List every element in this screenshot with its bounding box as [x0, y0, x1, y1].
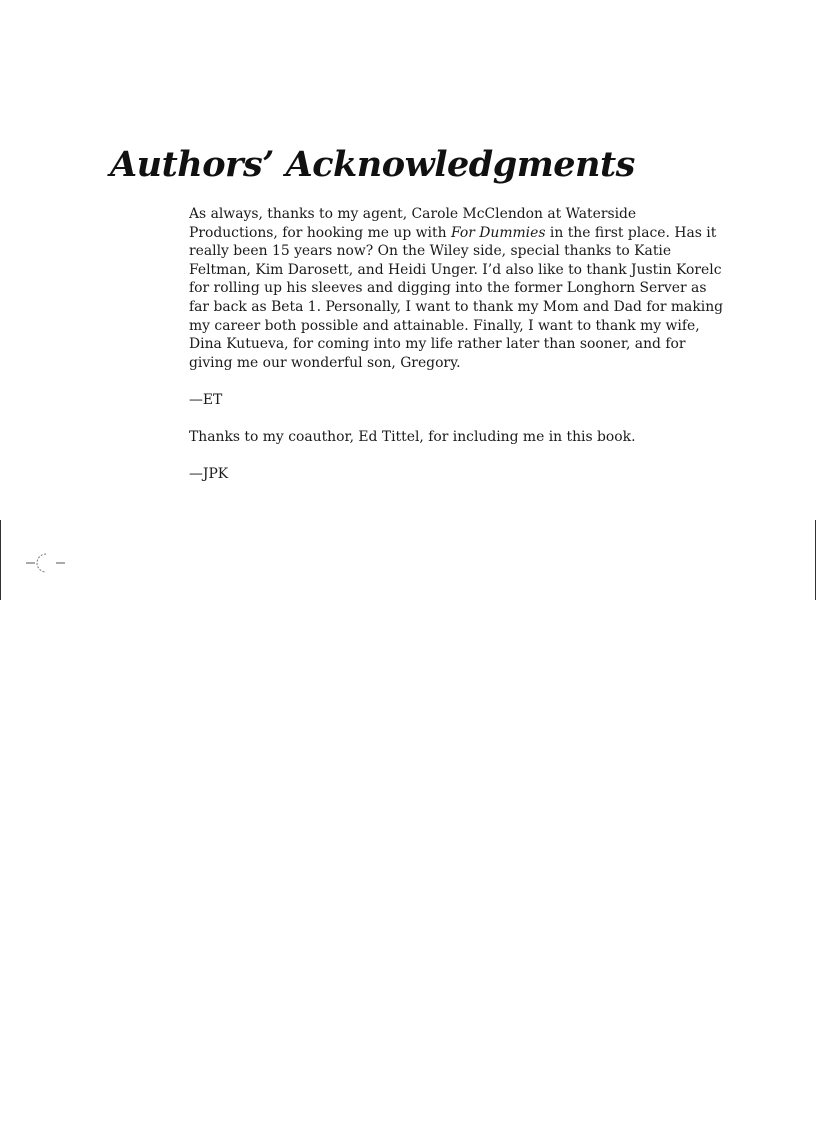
crop-mark-left — [0, 520, 1, 600]
registration-mark-icon — [26, 551, 66, 575]
acknowledgments-body — [189, 205, 729, 503]
book-series-title: For Dummies — [450, 224, 546, 241]
page-title: Authors’ Acknowledgments — [110, 144, 635, 185]
paragraph-text-start: As always, thanks to my agent, Carole McClendon at Waterside Productions, for hooking me up with — [189, 206, 637, 241]
signature-jpk: —JPK — [189, 466, 229, 483]
signature-et: —ET — [189, 391, 223, 408]
paragraph-text-end: in the first place. Has it really been 15 years now? On the Wiley side, special thanks to Katie Feltman, Kim Darosett, and Heidi Unger. I’d also like to thank Justin Korelc for rolling up his sleeves and digging into the former Longhorn Server as far back as Beta 1. Personally, I want to thank my Mom and Dad for making my career both possible and attainable. Finally, I want to thank my wife, Dina Kutueva, for coming into my life rather later than sooner, and for giving me our wonderful son, Gregory. — [189, 224, 724, 371]
acknowledgment-paragraph-jpk: Thanks to my coauthor, Ed Tittel, for including me in this book. — [189, 429, 636, 446]
acknowledgment-paragraph-et — [189, 205, 729, 372]
